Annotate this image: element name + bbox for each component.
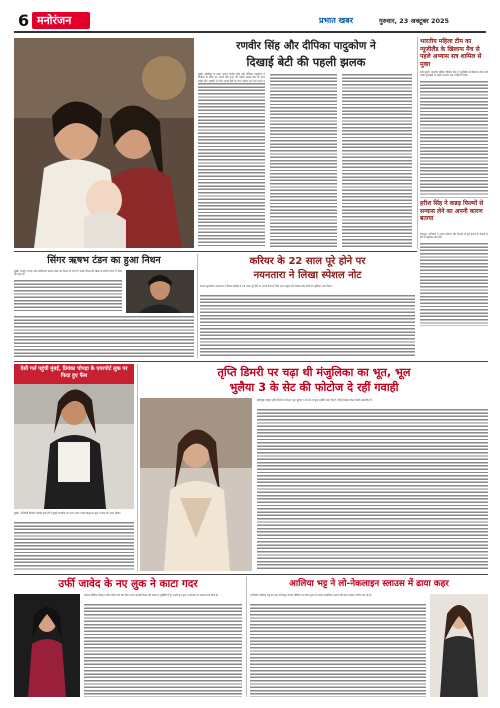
column-divider [137,364,138,571]
divider [420,197,488,198]
right-mid-headline: हरीश सिंह ने कन्नड़ फिल्मों से सन्यास लेने का अपनी कारण बताया [420,200,484,222]
ranveer-headline-line2: दिखाई बेटी की पहली झलक [246,55,366,69]
ranveer-story-body: मुंबई। बॉलीवुड के पावर कपल रणवीर सिंह और दीपिका पादुकोण ने दिवाली के मौके पर अपनी बेटी दुआ की पहली झलक फैंस के साथ [198,73,265,80]
singer-photo [126,270,194,313]
alia-headline: आलिया भट्ट ने लो-नेकलाइन स्लाउस में ढाया कहर [289,579,449,589]
section-badge [32,12,90,29]
career-story-box [200,254,415,358]
alia-body: अभिनेत्री आलिया भट्ट का नया फोटोशूट सोशल मीडिया पर छाया हुआ है। उनके स्टाइलिश अंदाज की फैंस जमकर तारीफ कर रहे हैं। [250,594,372,597]
alia-story-box [250,577,488,697]
tripti-body-lines [257,408,488,571]
career-headline-line1: करियर के 22 साल पूरे होने पर [249,256,366,267]
urfi-body-lines [84,603,242,697]
couple-photo [14,38,194,248]
singer-photo-art [126,270,194,313]
divider [14,361,488,362]
right-mid-body-lines [420,242,488,326]
tripti-body: बॉलीवुड एक्ट्रेस तृप्ति डिमरी ने फिल्म भूल भुलैया 3 के सेट से कुछ तस्वीरें शेयर की हैं, जिन्हें देखकर फैंस काफी उत्साहित हैं। [257,399,373,402]
column-divider [197,254,198,358]
urfi-photo-art [14,594,80,697]
career-headline-line2: नयनतारा ने लिखा स्पेशल नोट [253,270,362,281]
header-date: गुरुवार, 23 अक्टूबर 2025 [379,17,450,25]
alia-body-lines [250,603,426,697]
ranveer-story-col1 [198,82,265,247]
page-header [14,10,486,33]
priyanka-caption-band [14,364,134,384]
right-mid-body: बेंगलुरु। अभिनेता ने अपने करियर और फिल्मों से दूरी बनाने के फैसले के बारे में खुलकर बात की। [420,233,488,240]
masthead-logo: प्रभात खबर [319,16,353,25]
tripti-headline-line2: भुलैया 3 के सेट की फोटोज दे रहीं गवाही [229,381,399,394]
priyanka-photo [14,364,134,509]
rishabh-body-lines-b [14,315,194,357]
tripti-headline-line1: तृप्ति डिमरी पर चढ़ा थी मंजुलिका का भूत, भूल [217,366,411,379]
rishabh-story-box [14,254,194,358]
priyanka-body: मुंबई। अभिनेत्री प्रियंका चोपड़ा हाल ही में मुंबई एयरपोर्ट पर नजर आईं। उनके कैजुअल लुक ने फैंस का ध्यान खींचा। [14,512,121,515]
couple-photo-art [14,38,194,248]
career-body: साउथ सुपरस्टार नयनतारा ने फिल्म इंडस्ट्री में 22 साल पूरे होने पर अपने फैंस के लिए एक भावुक नोट लिखा और सभी का शुक्रिया अदा किया। [200,285,333,288]
urfi-photo [14,594,80,697]
right-top-body-lines [420,80,488,195]
divider [14,574,488,575]
career-body-lines [200,294,415,357]
urfi-body: सोशल मीडिया सेंसेशन उर्फी जावेद एक बार फिर अपने अनोखे फैशन की वजह से सुर्खियों में हैं। उनके नए लुक ने इंटरनेट पर धमाल मचा दिया है। [84,594,219,597]
urfi-story-box [14,577,242,697]
ranveer-story-col3 [342,73,412,247]
tripti-photo [140,398,252,571]
section-title: मनोरंजन [37,14,72,27]
alia-photo-art [430,594,488,697]
rishabh-body: मुंबई। मशहूर गायक और संगीतकार ऋषभ टंडन का निधन हो गया है। उनके निधन की खबर से संगीत जगत में शोक की लहर है। [14,270,122,277]
urfi-headline: उर्फी जावेद के नए लुक ने काटा गदर [58,578,198,590]
column-divider [246,577,247,697]
priyanka-photo-art [14,364,134,509]
ranveer-story-col2 [270,73,337,247]
right-top-headline: भारतीय महिला टीम का न्यूजीलैंड के खिलाफ मैच से पहले अभ्यास सत्र शामिल से मुक्त [420,38,482,68]
column-divider [417,37,418,249]
tripti-photo-art [140,398,252,571]
rishabh-body-lines-a [14,279,122,313]
priyanka-photo-caption: देसी गर्ल पहुंची मुंबई, प्रियंका चोपड़ा के एयरपोर्ट लुक पर फिदा हुए फैंस [20,366,128,379]
priyanka-body-lines [14,521,134,571]
ranveer-headline-line1: रणवीर सिंह और दीपिका पादुकोण ने [236,40,376,52]
alia-photo [430,594,488,697]
page-number: 6 [18,11,30,30]
divider [14,251,417,252]
right-top-body: नवी मुंबई। भारतीय महिला क्रिकेट टीम ने न्यूजीलैंड के खिलाफ होने वाले अहम मुकाबले से पहले अभ्यास सत्र में हिस्सा लिया। [420,71,488,78]
rishabh-headline: सिंगर ऋषभ टंडन का हुआ निधन [47,255,161,266]
